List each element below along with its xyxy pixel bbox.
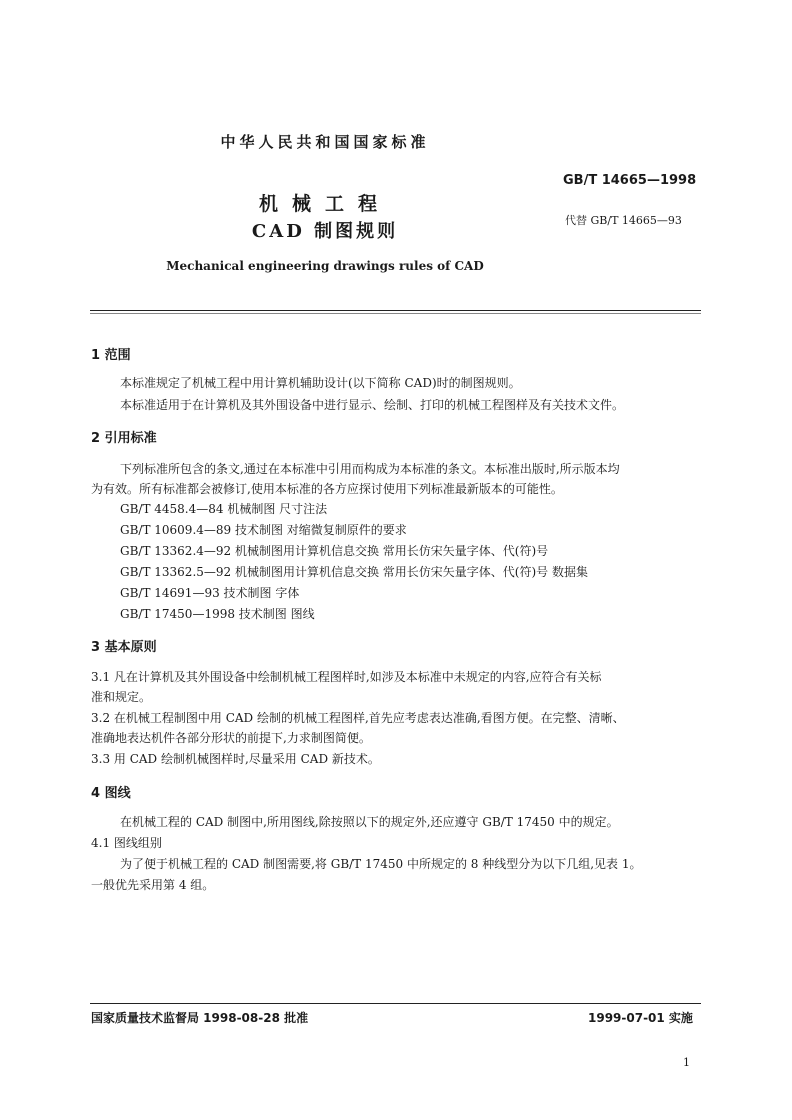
clause-3-2-line2: 准确地表达机件各部分形状的前提下,力求制图简便。 bbox=[91, 731, 371, 745]
header-rule-thin bbox=[90, 313, 701, 314]
subsection-4-1-heading: 4.1 图线组别 bbox=[91, 836, 162, 850]
section-2-heading: 2 引用标准 bbox=[91, 431, 157, 446]
clause-3-2-line1: 3.2 在机械工程制图中用 CAD 绘制的机械工程图样,首先应考虑表达准确,看图方便。在完整、清晰、 bbox=[91, 711, 625, 725]
replaces-standard: 代替 GB/T 14665—93 bbox=[565, 214, 682, 227]
reference-item: GB/T 13362.4—92 机械制图用计算机信息交换 常用长仿宋矢量字体、代(符)号 bbox=[120, 544, 549, 558]
document-title-line2: CAD 制图规则 bbox=[251, 221, 399, 242]
section-4-paragraph-2-line1: 为了便于机械工程的 CAD 制图需要,将 GB/T 17450 中所规定的 8 种线型分为以下几组,见表 1。 bbox=[120, 857, 642, 871]
clause-3-1-line2: 准和规定。 bbox=[91, 690, 152, 704]
reference-item: GB/T 4458.4—84 机械制图 尺寸注法 bbox=[120, 502, 328, 516]
reference-item: GB/T 14691—93 技术制图 字体 bbox=[120, 586, 300, 600]
document-title-english: Mechanical engineering drawings rules of CAD bbox=[166, 259, 484, 273]
section-4-heading: 4 图线 bbox=[91, 786, 131, 801]
section-3-heading: 3 基本原则 bbox=[91, 640, 157, 655]
reference-item: GB/T 17450—1998 技术制图 图线 bbox=[120, 607, 315, 621]
page-number: 1 bbox=[683, 1056, 690, 1069]
clause-3-3: 3.3 用 CAD 绘制机械图样时,尽量采用 CAD 新技术。 bbox=[91, 752, 380, 766]
section-1-paragraph-2: 本标准适用于在计算机及其外围设备中进行显示、绘制、打印的机械工程图样及有关技术文件。 bbox=[120, 398, 625, 412]
document-title-line1: 机械工程 bbox=[258, 193, 391, 215]
section-1-heading: 1 范围 bbox=[91, 348, 131, 363]
section-2-paragraph-line1: 下列标准所包含的条文,通过在本标准中引用而构成为本标准的条文。本标准出版时,所示版本均 bbox=[120, 462, 620, 476]
header-rule bbox=[90, 310, 701, 311]
section-2-paragraph-line2: 为有效。所有标准都会被修订,使用本标准的各方应探讨使用下列标准最新版本的可能性。 bbox=[91, 482, 563, 496]
reference-item: GB/T 13362.5—92 机械制图用计算机信息交换 常用长仿宋矢量字体、代(符)号 数据集 bbox=[120, 565, 588, 579]
section-4-paragraph-2-line2: 一般优先采用第 4 组。 bbox=[91, 878, 215, 892]
section-1-paragraph-1: 本标准规定了机械工程中用计算机辅助设计(以下简称 CAD)时的制图规则。 bbox=[120, 376, 521, 390]
standard-number: GB/T 14665—1998 bbox=[563, 173, 697, 188]
reference-item: GB/T 10609.4—89 技术制图 对缩微复制原件的要求 bbox=[120, 523, 407, 537]
national-standard-heading: 中华人民共和国国家标准 bbox=[220, 133, 430, 151]
clause-3-1-line1: 3.1 凡在计算机及其外围设备中绘制机械工程图样时,如涉及本标准中未规定的内容,应符合有关标 bbox=[91, 670, 602, 684]
implementation-date: 1999-07-01 实施 bbox=[588, 1011, 693, 1025]
footer-rule bbox=[90, 1003, 701, 1004]
section-4-paragraph-1: 在机械工程的 CAD 制图中,所用图线,除按照以下的规定外,还应遵守 GB/T 17450 中的规定。 bbox=[120, 815, 619, 829]
approval-note: 国家质量技术监督局 1998-08-28 批准 bbox=[91, 1011, 309, 1025]
